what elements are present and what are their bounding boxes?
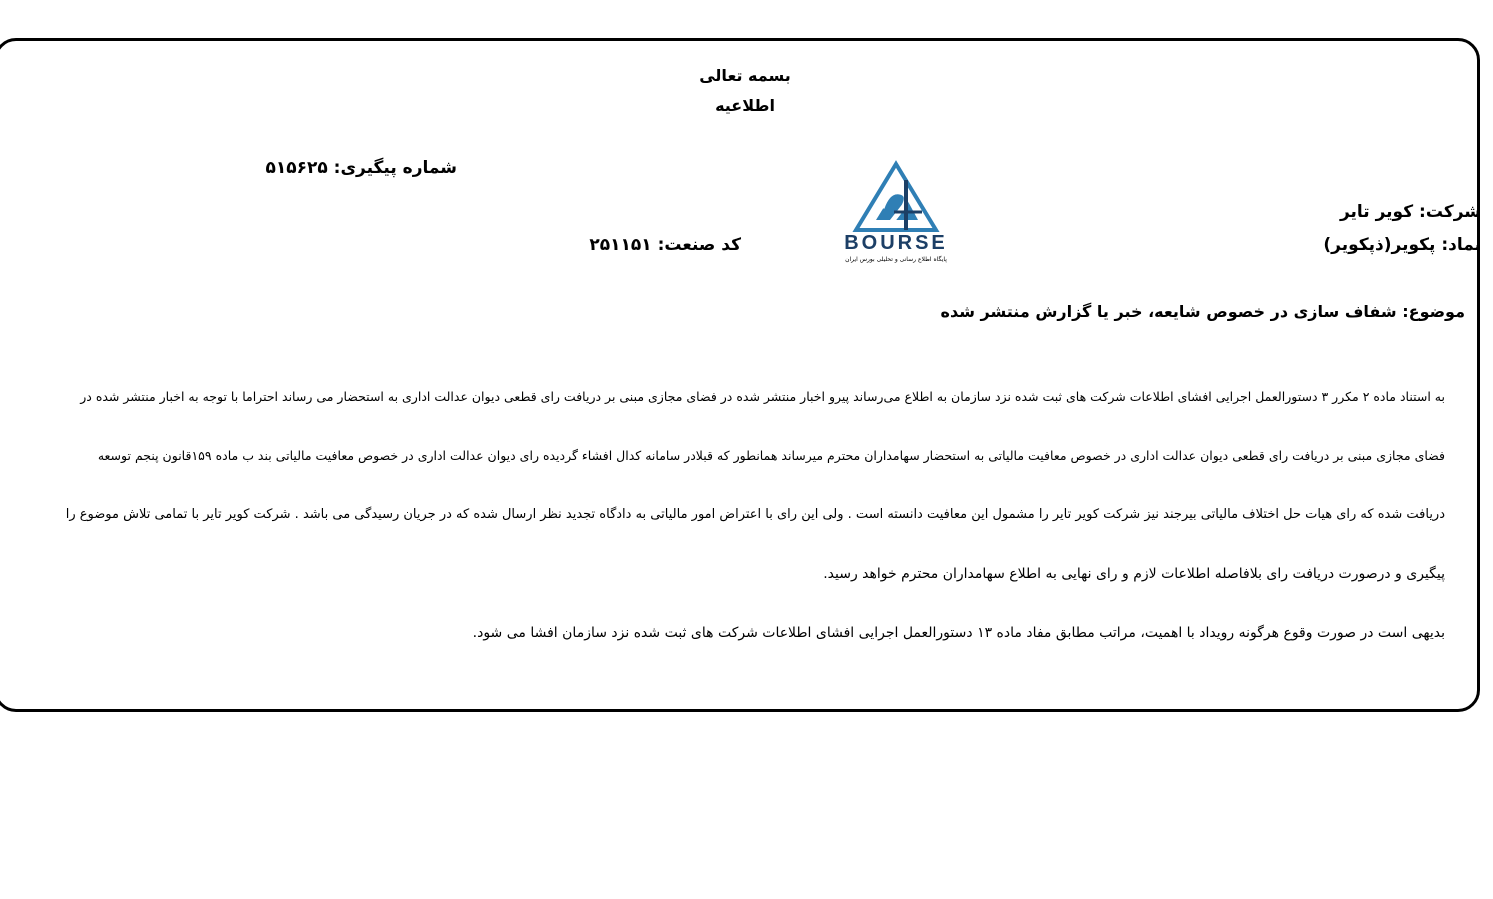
body-line-2: فضای مجازی مبنی بر دریافت رای قطعی دیوان عدالت اداری در خصوص معافیت مالیاتی به استحضار سهامداران محترم میرساند همانطور که قبلادر سامانه کدال افشاء گردیده رای دیوان عدالت اداری در خصوص معافیت مالیاتی بند ب ماده ۱۵۹قانون پنجم توسعه xyxy=(97,448,1445,463)
body-line-3: دریافت شده که رای هیات حل اختلاف مالیاتی بیرجند نیز شرکت کویر تایر را مشمول این معافیت دانسته است . ولی این رای با اعتراض امور مالیاتی به دادگاه تجدید نظر ارسال شده که در جریان رسیدگی می باشد . شرکت کویر تایر با تمامی تلاش موضوع را xyxy=(65,507,1445,522)
company-name: شرکت: کویر تایر xyxy=(1339,202,1481,222)
bourse-logo xyxy=(832,150,960,266)
tracking-number: شماره پیگیری: ۵۱۵۶۲۵ xyxy=(265,158,457,178)
body-line-1: به استناد ماده ۲ مکرر ۳ دستورالعمل اجرایی افشای اطلاعات شرکت های ثبت شده نزد سازمان به اطلاع می‌رساند پیرو اخبار منتشر شده در فضای مجازی مبنی بر دریافت رای قطعی دیوان عدالت اداری به استحضار می رساند احتراما با توجه به اخبار منتشر شده در xyxy=(80,389,1445,404)
industry-code: کد صنعت: ۲۵۱۱۵۱ xyxy=(589,235,741,255)
ticker-symbol: نماد: پکویر(ذپکویر) xyxy=(1323,235,1481,255)
document-frame xyxy=(0,38,1480,712)
header-bismillah: بسمه تعالی xyxy=(699,66,791,85)
body-line-5: بدیهی است در صورت وقوع هرگونه رویداد با اهمیت، مراتب مطابق مفاد ماده ۱۳ دستورالعمل اجرایی افشای اطلاعات شرکت های ثبت شده نزد سازمان افشا می شود. xyxy=(472,625,1445,641)
bourse-logo-graphic xyxy=(832,150,960,266)
body-line-4: پیگیری و درصورت دریافت رای بلافاصله اطلاعات لازم و رای نهایی به اطلاع سهامداران محترم خواهد رسید. xyxy=(823,566,1445,582)
header-title: اطلاعیه xyxy=(715,96,775,115)
logo-brand-text: BOURSE xyxy=(844,232,948,254)
logo-tagline: پایگاه اطلاع رسانی و تحلیلی بورس ایران xyxy=(845,256,947,263)
subject-line: موضوع: شفاف سازی در خصوص شایعه، خبر یا گزارش منتشر شده xyxy=(940,302,1465,321)
